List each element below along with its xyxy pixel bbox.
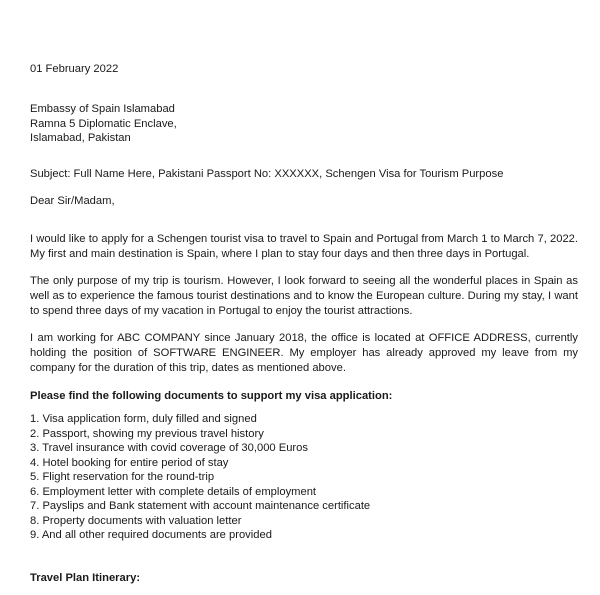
- list-item: 8. Property documents with valuation letter: [30, 514, 242, 527]
- address-line: Islamabad, Pakistan: [30, 132, 131, 144]
- letter-salutation: Dear Sir/Madam,: [30, 195, 115, 207]
- list-item: 4. Hotel booking for entire period of stay: [30, 456, 229, 469]
- list-item: 7. Payslips and Bank statement with account maintenance certificate: [30, 500, 371, 512]
- itinerary-heading: Travel Plan Itinerary:: [30, 572, 141, 584]
- body-paragraph: I am working for ABC COMPANY since January 2018, the office is located at OFFICE ADDRESS, currently holding the position of SOFTWARE ENGINEER. My employer has already approved my leave from my company for the duration of this trip, dates as mentioned above.: [30, 332, 578, 374]
- list-item: 9. And all other required documents are provided: [30, 529, 272, 541]
- documents-heading: Please find the following documents to support my visa application:: [30, 390, 393, 402]
- documents-list: [30, 412, 370, 543]
- address-line: Embassy of Spain Islamabad: [30, 103, 175, 115]
- list-item: 1. Visa application form, duly filled and signed: [30, 413, 257, 425]
- body-paragraph: The only purpose of my trip is tourism. However, I look forward to seeing all the wonderful places in Spain as well as to experience the famous tourist destinations and to know the European culture. During my stay, I want to spend three days of my vacation in Portugal to enjoy the tourist attractions.: [30, 275, 578, 317]
- list-item: 3. Travel insurance with covid coverage of 30,000 Euros: [30, 442, 308, 454]
- letter-subject: Subject: Full Name Here, Pakistani Passport No: XXXXXX, Schengen Visa for Tourism Purpose: [30, 168, 504, 180]
- list-item: 6. Employment letter with complete details of employment: [30, 485, 317, 498]
- list-item: 5. Flight reservation for the round-trip: [30, 471, 215, 483]
- address-line: Ramna 5 Diplomatic Enclave,: [30, 117, 177, 130]
- letter-date: 01 February 2022: [30, 63, 119, 75]
- recipient-address: [30, 102, 177, 146]
- body-paragraph: I would like to apply for a Schengen tourist visa to travel to Spain and Portugal from March 1 to March 7, 2022. My first and main destination is Spain, where I plan to stay four days and then three days in Portugal.: [30, 233, 578, 260]
- list-item: 2. Passport, showing my previous travel history: [30, 427, 264, 440]
